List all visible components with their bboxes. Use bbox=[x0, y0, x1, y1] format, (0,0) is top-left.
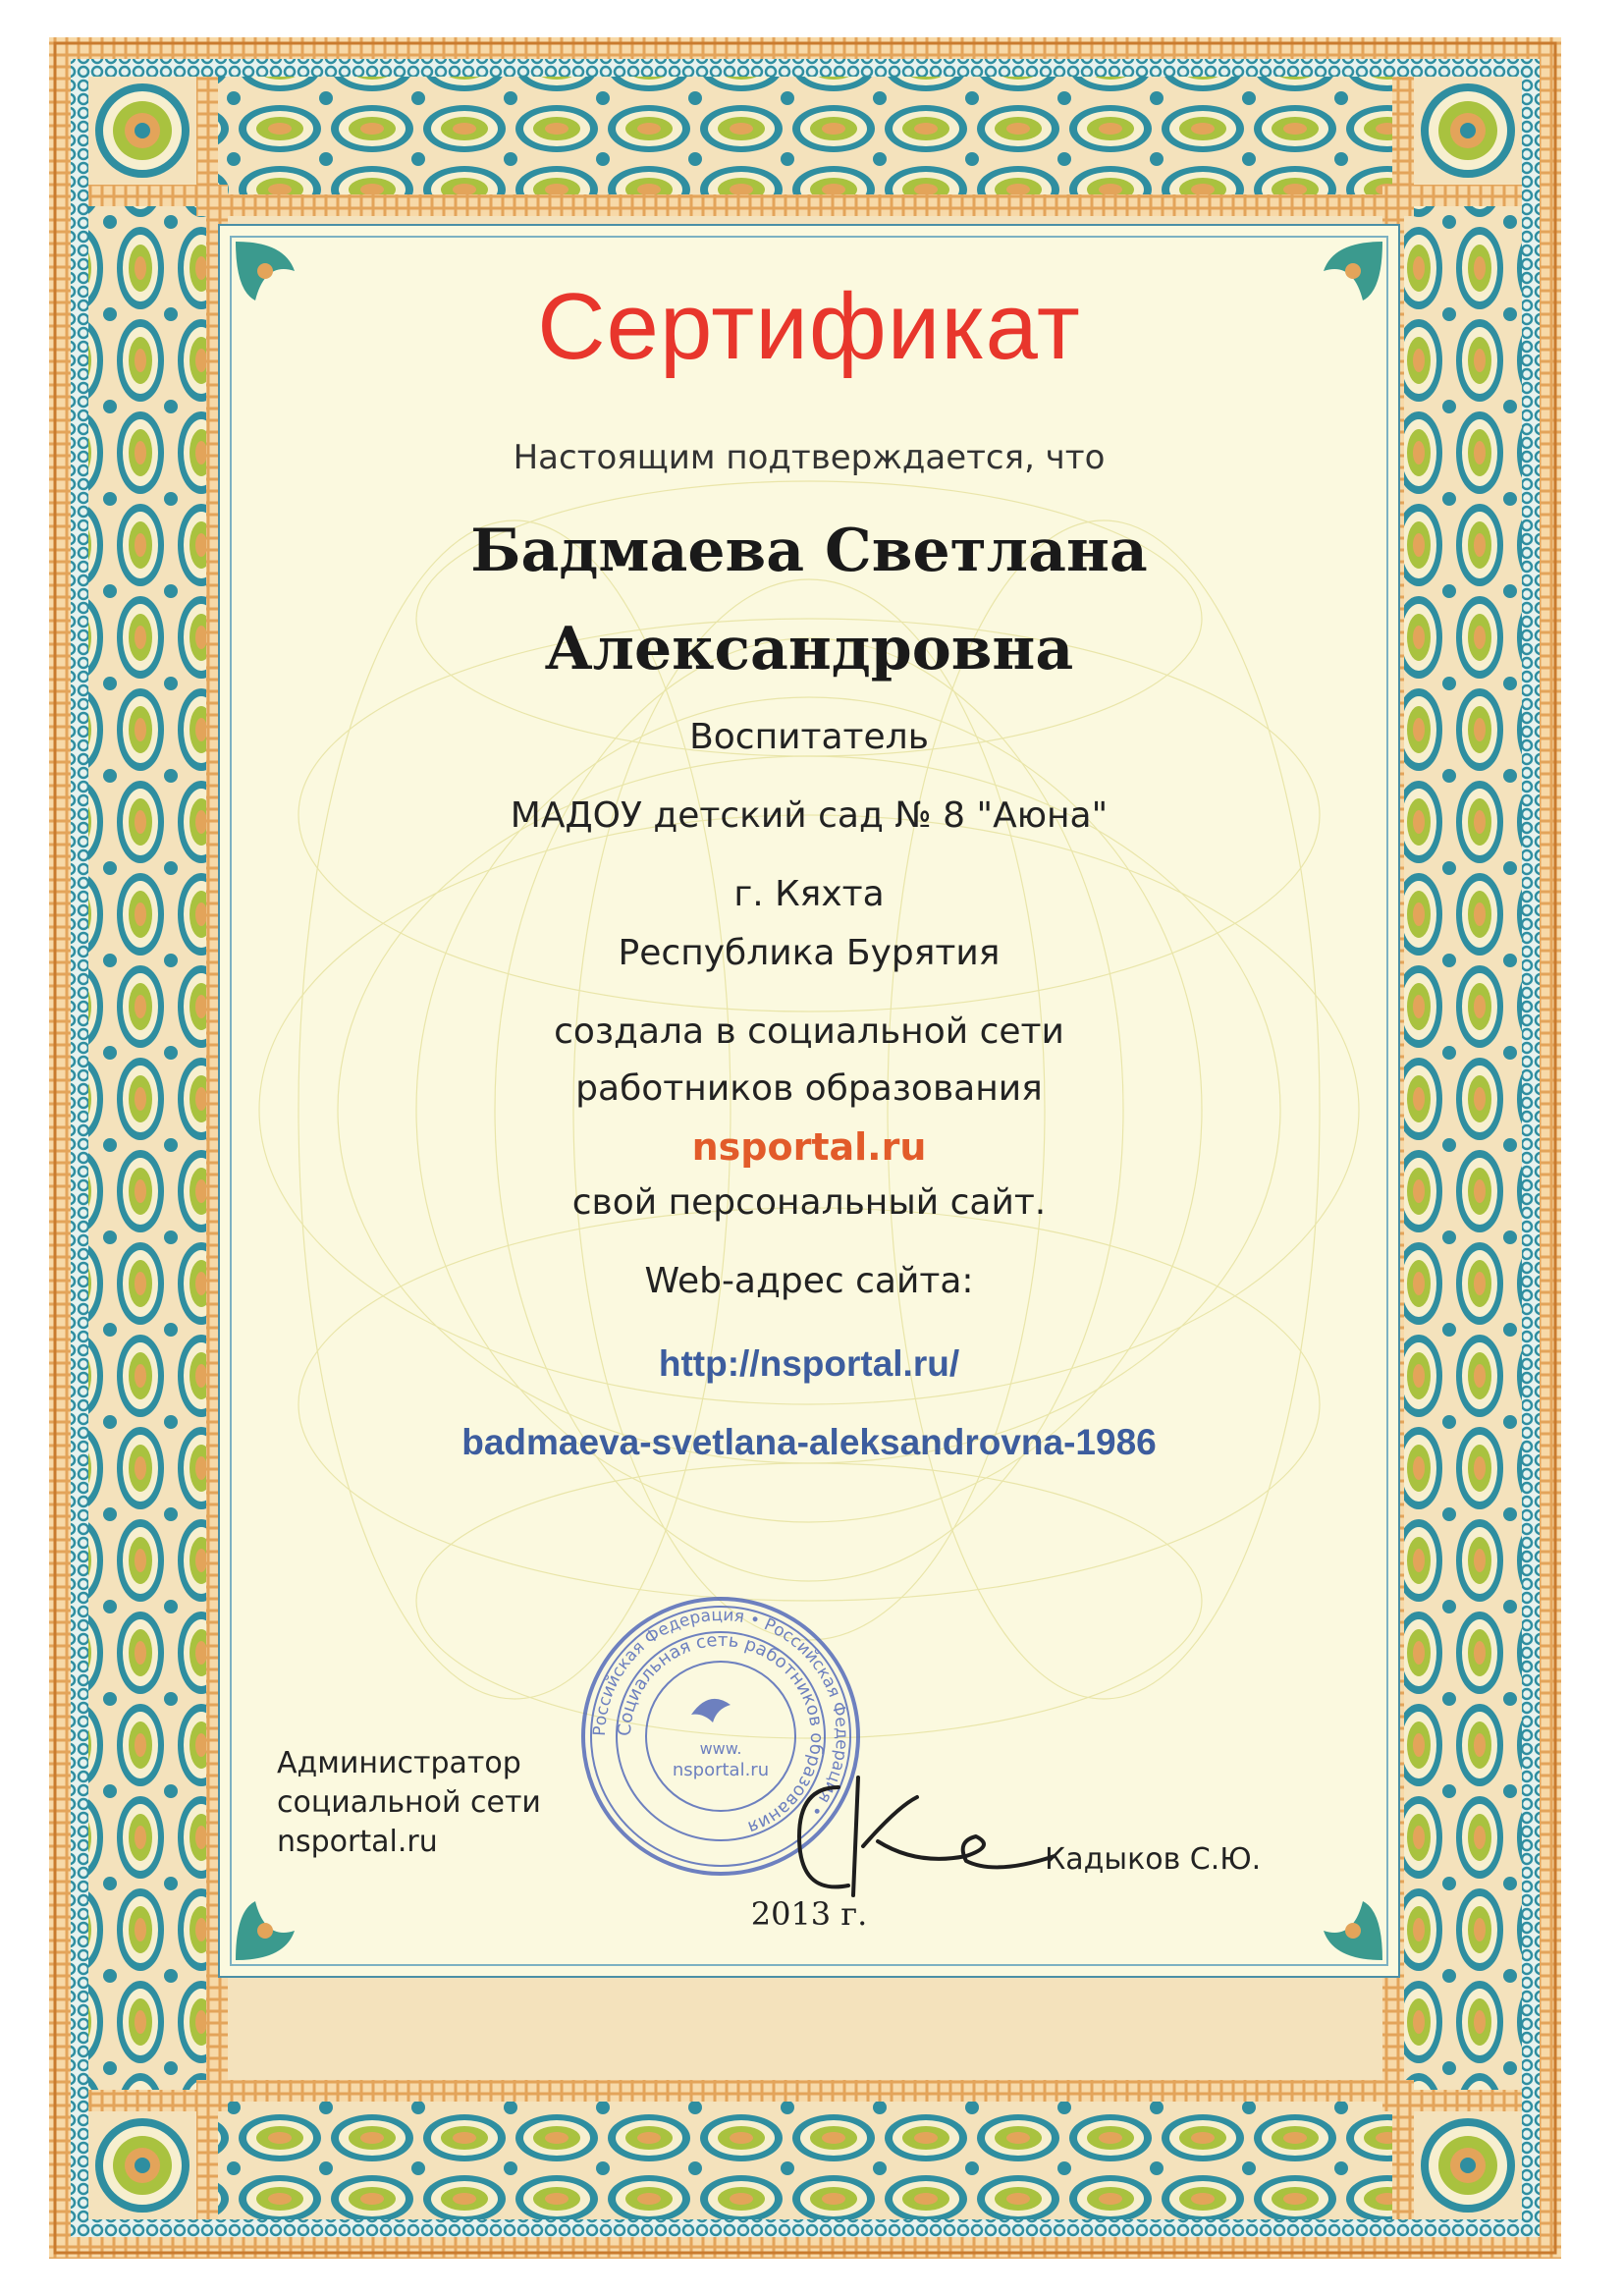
handwritten-signature bbox=[770, 1748, 1064, 1915]
certificate-panel bbox=[218, 224, 1400, 1978]
admin-line-2: социальной сети bbox=[277, 1785, 541, 1820]
stamp-center-line2: nsportal.ru bbox=[672, 1760, 770, 1780]
stamp-outer-text: Российская Федерация • Российская Федерация • bbox=[589, 1605, 852, 1821]
admin-caption bbox=[277, 1744, 541, 1862]
stamp-inner-text: Социальная сеть работников образования bbox=[614, 1629, 828, 1838]
signer-name: Кадыков С.Ю. bbox=[1045, 1842, 1262, 1877]
certificate-title: Сертификат bbox=[537, 274, 1081, 379]
admin-line-1: Администратор bbox=[277, 1746, 521, 1780]
recipient-organization: МАДОУ детский сад № 8 "Аюна" bbox=[510, 795, 1109, 836]
recipient-surname-given: Бадмаева Светлана bbox=[470, 517, 1148, 585]
corner-rosette-top-right bbox=[1414, 77, 1522, 185]
recipient-city: г. Кяхта bbox=[733, 874, 885, 914]
created-text-line2: работников образования bbox=[575, 1068, 1043, 1109]
stamp-center-line1: www. bbox=[699, 1739, 742, 1758]
intro-text: Настоящим подтверждается, что bbox=[513, 438, 1106, 477]
corner-rosette-bottom-right bbox=[1414, 2111, 1522, 2219]
admin-line-3: nsportal.ru bbox=[277, 1825, 438, 1859]
site-url-line1[interactable]: http://nsportal.ru/ bbox=[658, 1343, 960, 1384]
brand-name: nsportal.ru bbox=[691, 1125, 927, 1169]
created-text-line1: создала в социальной сети bbox=[554, 1011, 1064, 1052]
corner-rosette-bottom-left bbox=[88, 2111, 196, 2219]
site-url-line2[interactable]: badmaeva-svetlana-aleksandrovna-1986 bbox=[461, 1422, 1157, 1462]
web-address-label: Web-адрес сайта: bbox=[644, 1261, 974, 1301]
corner-rosette-top-left bbox=[88, 77, 196, 185]
issue-year: 2013 г. bbox=[750, 1895, 868, 1933]
recipient-region: Республика Бурятия bbox=[618, 933, 1001, 973]
recipient-position: Воспитатель bbox=[689, 717, 929, 757]
own-site-text: свой персональный сайт. bbox=[571, 1182, 1047, 1223]
recipient-patronymic: Александровна bbox=[544, 615, 1074, 683]
